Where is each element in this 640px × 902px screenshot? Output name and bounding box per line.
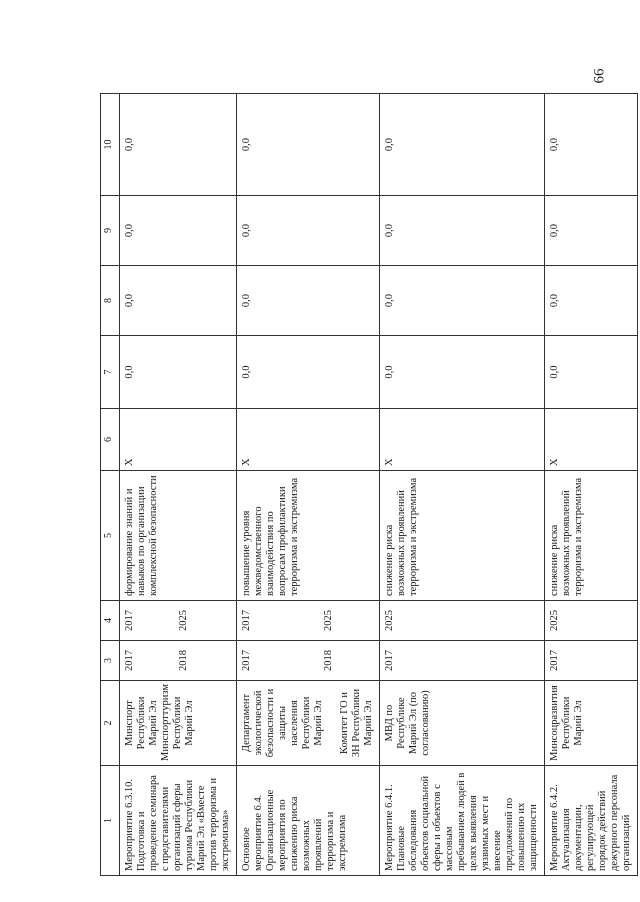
executor-primary: Департамент экологической безопасности и защиты населения Республики Марий Эл [241, 688, 324, 758]
header-cell-1: 1 [101, 766, 120, 876]
executor-primary: Минсоцразвития Республики Марий Эл [549, 685, 584, 761]
value-cell-10: 0,0 [120, 94, 237, 196]
indicator-cell [380, 409, 545, 471]
header-cell-4: 4 [101, 601, 120, 641]
executor-cell [120, 681, 237, 766]
table-row [545, 94, 638, 876]
value-cell-7: 0,0 [237, 336, 380, 409]
result-cell: повышение уровня межведомственного взаимодействия по вопросам профилактики терроризма и экстремизма [237, 471, 380, 601]
executor-cell [380, 681, 545, 766]
header-cell-3: 3 [101, 641, 120, 681]
header-cell-9: 9 [101, 196, 120, 266]
value-cell-9: 0,0 [380, 196, 545, 266]
value-cell-9: 0,0 [545, 196, 638, 266]
executor-cell [545, 681, 638, 766]
start-year-secondary: 2018 [323, 650, 334, 671]
activity-cell: Мероприятие 6.3.10. Подготовка и проведение семинара с представителями организаций сферы туризма Республики Марий Эл «Вместе против терроризма и экстремизма» [120, 766, 237, 876]
activity-cell: Основное мероприятие 6.4. Организационные мероприятия по снижению риска возможных проявлений терроризма и экстремизма [237, 766, 380, 876]
value-cell-9: 0,0 [237, 196, 380, 266]
start-year-primary: 2017 [124, 650, 135, 671]
start-year-primary: 2017 [549, 650, 560, 671]
result-cell: снижение риска возможных проявлений терроризма и экстремизма [380, 471, 545, 601]
header-cell-10: 10 [101, 94, 120, 196]
executor-cell [237, 681, 380, 766]
start-year-primary: 2017 [241, 650, 252, 671]
value-cell-8: 0,0 [237, 266, 380, 336]
value-cell-7: 0,0 [120, 336, 237, 409]
indicator-cell [120, 409, 237, 471]
header-cell-7: 7 [101, 336, 120, 409]
executor-primary: Минспорт Республики Марий Эл [124, 696, 159, 750]
table-row [120, 94, 237, 876]
indicator-mark: X [384, 458, 395, 466]
start-year-cell [120, 641, 237, 681]
table-row [237, 94, 380, 876]
end-year-secondary: 2025 [323, 610, 334, 631]
result-cell: снижение риска возможных проявлений терроризма и экстремизма [545, 471, 638, 601]
start-year-primary: 2017 [384, 650, 395, 671]
activity-cell: Мероприятие 6.4.1. Плановые обследования объектов социальной сферы и объектов с массовым пребыванием людей в целях выявления уязвимых мест и внесение предложений по повышению их защищенности [380, 766, 545, 876]
value-cell-7: 0,0 [380, 336, 545, 409]
header-row [101, 94, 120, 876]
activity-cell: Мероприятие 6.4.2. Актуализация документации, регулирующей порядок действий дежурного персонала организаций [545, 766, 638, 876]
indicator-mark: X [241, 458, 252, 466]
value-cell-10: 0,0 [380, 94, 545, 196]
executor-secondary: Комитет ГО и ЗН Республики Марий Эл [339, 688, 374, 758]
table-row [380, 94, 545, 876]
page-number: 66 [591, 68, 608, 84]
start-year-secondary: 2018 [178, 650, 189, 671]
indicator-cell [237, 409, 380, 471]
header-cell-5: 5 [101, 471, 120, 601]
value-cell-8: 0,0 [120, 266, 237, 336]
header-cell-2: 2 [101, 681, 120, 766]
end-year-primary: 2017 [124, 610, 135, 631]
end-year-cell [237, 601, 380, 641]
value-cell-8: 0,0 [380, 266, 545, 336]
header-cell-6: 6 [101, 409, 120, 471]
end-year-primary: 2017 [241, 610, 252, 631]
end-year-primary: 2025 [549, 610, 560, 631]
indicator-mark: X [124, 458, 135, 466]
indicator-mark: X [549, 458, 560, 466]
start-year-cell [545, 641, 638, 681]
end-year-cell [545, 601, 638, 641]
start-year-cell [380, 641, 545, 681]
value-cell-8: 0,0 [545, 266, 638, 336]
end-year-cell [380, 601, 545, 641]
executor-secondary: Минспорттуризм Республики Марий Эл [160, 683, 195, 761]
result-cell: формирование знаний и навыков по организации комплексной безопасности [120, 471, 237, 601]
end-year-cell [120, 601, 237, 641]
value-cell-7: 0,0 [545, 336, 638, 409]
value-cell-9: 0,0 [120, 196, 237, 266]
program-table [100, 93, 638, 876]
end-year-secondary: 2025 [178, 610, 189, 631]
indicator-cell [545, 409, 638, 471]
executor-primary: МВД по Республике Марий Эл (по согласованию) [384, 690, 431, 756]
value-cell-10: 0,0 [545, 94, 638, 196]
value-cell-10: 0,0 [237, 94, 380, 196]
end-year-primary: 2025 [384, 610, 395, 631]
header-cell-8: 8 [101, 266, 120, 336]
start-year-cell [237, 641, 380, 681]
